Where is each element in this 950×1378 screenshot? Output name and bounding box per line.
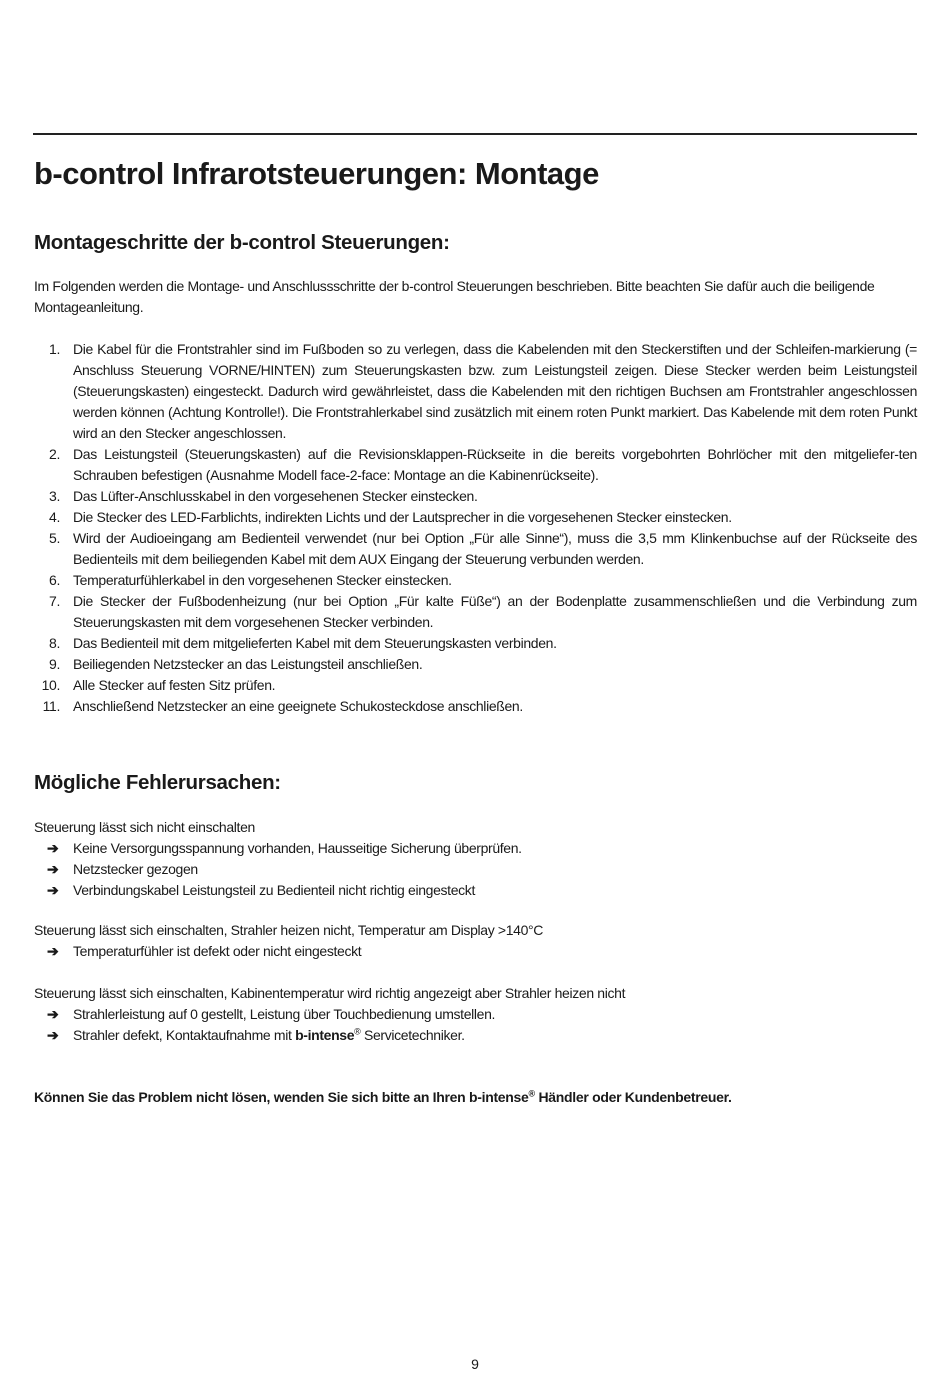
list-item [34, 444, 917, 486]
error-condition: Steuerung lässt sich nicht einschalten [34, 819, 255, 835]
list-item-number: 2. [49, 446, 60, 462]
list-item-text: Beiliegenden Netzstecker an das Leistungsteil anschließen. [73, 656, 423, 672]
list-item-number: 7. [49, 593, 60, 609]
list-item-number: 9. [49, 656, 60, 672]
list-item-text: Temperaturfühlerkabel in den vorgesehenen Stecker einstecken. [73, 572, 452, 588]
list-item-number: 11. [42, 698, 60, 714]
list-item-text: Anschließend Netzstecker an eine geeignete Schukosteckdose anschließen. [73, 698, 523, 714]
list-item [34, 507, 917, 528]
steps-heading: Montageschritte der b-control Steuerungen: [34, 231, 450, 254]
support-note-suffix: Händler oder Kundenbetreuer. [534, 1089, 732, 1105]
list-item-text: Das Lüfter-Anschlusskabel in den vorgesehenen Stecker einstecken. [73, 488, 478, 504]
cause-text-suffix: Servicetechniker. [360, 1027, 465, 1043]
list-item-text: Das Bedienteil mit dem mitgelieferten Kabel mit dem Steuerungskasten verbinden. [73, 635, 557, 651]
cause-item [34, 838, 917, 859]
cause-list [34, 1004, 917, 1046]
registered-mark: ® [354, 1026, 361, 1037]
list-item-text: Die Stecker des LED-Farblichts, indirekten Lichts und der Lautsprecher in die vorgesehenen Stecker einstecken. [73, 509, 732, 525]
cause-list [34, 941, 917, 962]
list-item [34, 339, 917, 444]
error-condition: Steuerung lässt sich einschalten, Kabinentemperatur wird richtig angezeigt aber Strahler heizen nicht [34, 985, 626, 1001]
errors-heading: Mögliche Fehlerursachen: [34, 771, 281, 794]
cause-text: Keine Versorgungsspannung vorhanden, Hausseitige Sicherung überprüfen. [73, 840, 522, 856]
arrow-right-icon: ➔ [47, 861, 59, 877]
cause-item [34, 1004, 917, 1025]
cause-text: Netzstecker gezogen [73, 861, 198, 877]
arrow-right-icon: ➔ [47, 943, 59, 959]
list-item [34, 528, 917, 570]
list-item-number: 1. [49, 341, 60, 357]
arrow-right-icon: ➔ [47, 840, 59, 856]
cause-text-prefix: Strahler defekt, Kontaktaufnahme mit [73, 1027, 296, 1043]
page-title: b-control Infrarotsteuerungen: Montage [34, 156, 599, 191]
cause-item [34, 941, 917, 962]
error-condition: Steuerung lässt sich einschalten, Strahler heizen nicht, Temperatur am Display >140°C [34, 922, 544, 938]
list-item [34, 570, 917, 591]
top-rule [33, 133, 917, 135]
cause-item [34, 1025, 917, 1046]
list-item-number: 3. [49, 488, 60, 504]
cause-item [34, 880, 917, 901]
arrow-right-icon: ➔ [47, 1006, 59, 1022]
list-item [34, 696, 917, 717]
cause-text: Strahlerleistung auf 0 gestellt, Leistung über Touchbedienung umstellen. [73, 1006, 496, 1022]
cause-text: Verbindungskabel Leistungsteil zu Bedienteil nicht richtig eingesteckt [73, 882, 475, 898]
list-item-number: 4. [49, 509, 60, 525]
page-number: 9 [471, 1356, 479, 1372]
list-item-number: 6. [49, 572, 60, 588]
list-item [34, 633, 917, 654]
cause-list [34, 838, 917, 901]
cause-text: Temperaturfühler ist defekt oder nicht eingesteckt [73, 943, 362, 959]
cause-item [34, 859, 917, 880]
arrow-right-icon: ➔ [47, 1027, 59, 1043]
list-item [34, 654, 917, 675]
list-item-text: Die Kabel für die Frontstrahler sind im Fußboden so zu verlegen, dass die Kabelenden mit den Steckerstiften und der Schleifen-markierung (= Anschluss Steuerung VORNE/HINTEN) zum Steuerungskasten bzw. zum Leistungsteil zeigen. Diese Stecker werden beim Leistungsteil (Steuerungskasten) eingesteckt. Dadurch wird gewährleistet, dass die Kabelenden mit den richtigen Buchsen am Frontstrahler angeschlossen werden können (Achtung Kontrolle!). Die Frontstrahlerkabel sind zusätzlich mit einem roten Punkt markiert. Das Kabelende mit dem roten Punkt wird an den Stecker angeschlossen. [73, 341, 917, 441]
error-block [34, 817, 917, 901]
error-block [34, 983, 917, 1046]
list-item-number: 10. [41, 677, 60, 693]
list-item-text: Die Stecker der Fußbodenheizung (nur bei Option „Für kalte Füße“) an der Bodenplatte zusammenschließen und die Verbindung zum Steuerungskasten mit dem vorgesehenen Stecker verbinden. [73, 593, 917, 630]
steps-intro: Im Folgenden werden die Montage- und Anschlussschritte der b-control Steuerungen beschrieben. Bitte beachten Sie dafür auch die beiligende Montageanleitung. [34, 278, 875, 315]
brand-name: b-intense [295, 1027, 355, 1043]
list-item [34, 675, 917, 696]
list-item-number: 8. [49, 635, 60, 651]
list-item-number: 5. [49, 530, 60, 546]
list-item [34, 486, 917, 507]
list-item-text: Das Leistungsteil (Steuerungskasten) auf die Revisionsklappen-Rückseite in die bereits vorgebohrten Bohrlöcher mit den mitgeliefer-ten Schrauben befestigen (Ausnahme Modell face-2-face: Montage an die Kabinenrückseite). [73, 446, 917, 483]
steps-list [34, 339, 917, 717]
support-note-prefix: Können Sie das Problem nicht lösen, wenden Sie sich bitte an Ihren b-intense [34, 1089, 529, 1105]
arrow-right-icon: ➔ [47, 882, 59, 898]
list-item-text: Wird der Audioeingang am Bedienteil verwendet (nur bei Option „Für alle Sinne“), muss die 3,5 mm Klinkenbuchse auf der Rückseite des Bedienteils mit dem beiliegenden Kabel mit dem AUX Eingang der Steuerung verbunden werden. [73, 530, 917, 567]
list-item-text: Alle Stecker auf festen Sitz prüfen. [73, 677, 276, 693]
error-block [34, 920, 917, 962]
registered-mark: ® [528, 1088, 535, 1099]
support-note [34, 1087, 917, 1108]
list-item [34, 591, 917, 633]
